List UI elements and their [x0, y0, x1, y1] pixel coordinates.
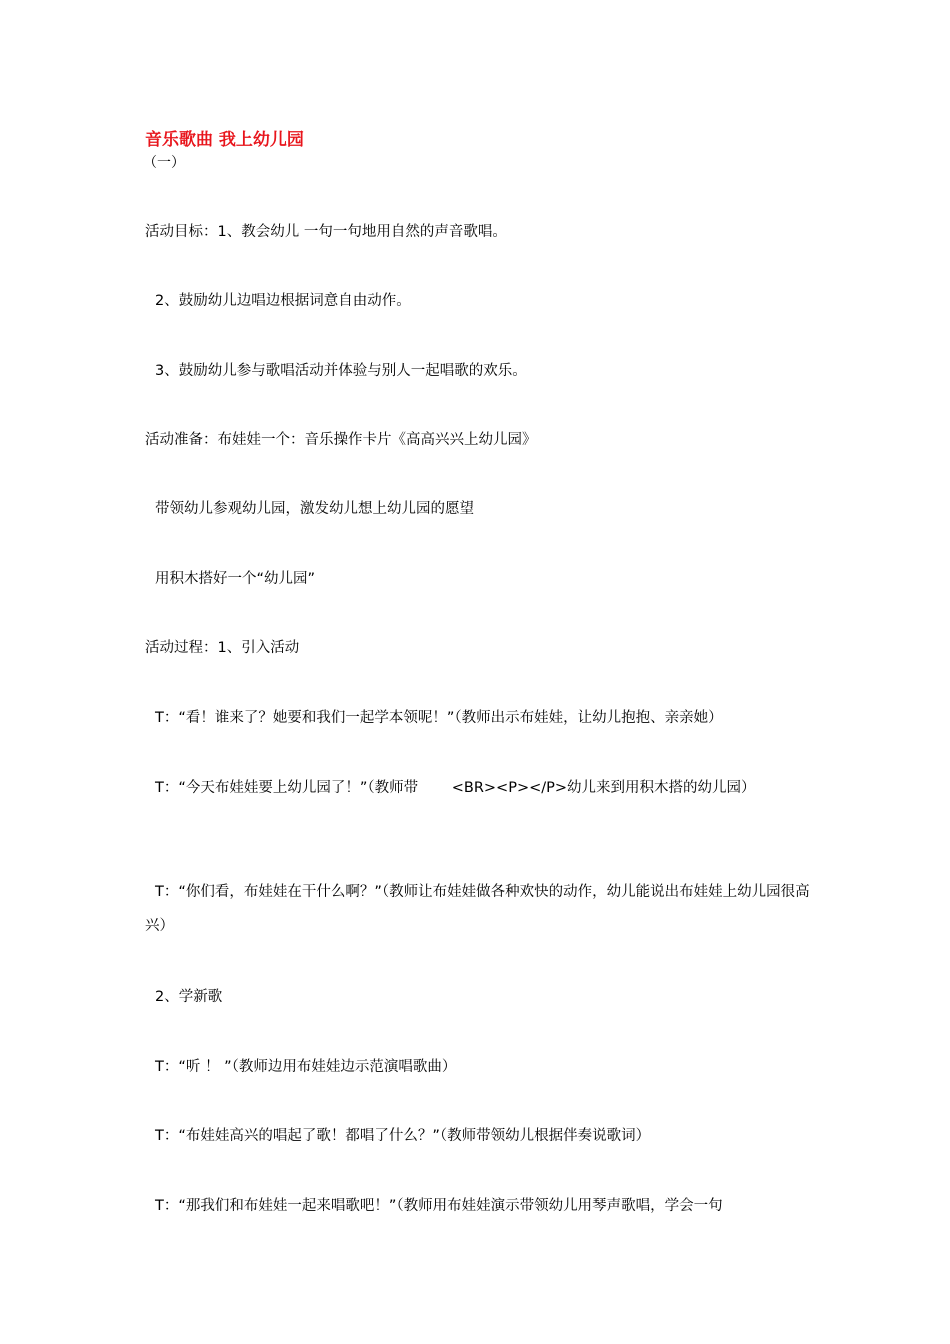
paragraph-dialog-3: T：“你们看，布娃娃在干什么啊？”（教师让布娃娃做各种欢快的动作，幼儿能说出布娃娃上幼儿园很高兴）: [145, 884, 810, 934]
paragraph-dialog-5: T：“布娃娃高兴的唱起了歌！都唱了什么？”（教师带领幼儿根据伴奏说歌词）: [155, 1128, 651, 1144]
paragraph-dialog-4: T：“听 ！ ”（教师边用布娃娃边示范演唱歌曲）: [155, 1059, 457, 1075]
paragraph-process-1: 活动过程：1、引入活动: [145, 640, 300, 656]
paragraph-prep-1: 活动准备：布娃娃一个：音乐操作卡片《高高兴兴上幼儿园》: [145, 432, 537, 448]
paragraph-goal-3: 3、鼓励幼儿参与歌唱活动并体验与别人一起唱歌的欢乐。: [155, 363, 527, 379]
paragraph-prep-2: 带领幼儿参观幼儿园，激发幼儿想上幼儿园的愿望: [155, 501, 474, 517]
paragraph-dialog-1: T：“看！谁来了？她要和我们一起学本领呢！”（教师出示布娃娃，让幼儿抱抱、亲亲她）: [155, 710, 723, 726]
document-subtitle: （一）: [143, 155, 185, 171]
paragraph-goal-1: 活动目标：1、教会幼儿 一句一句地用自然的声音歌唱。: [145, 224, 507, 240]
document-title: 音乐歌曲 我上幼儿园: [145, 130, 304, 150]
paragraph-process-2: 2、学新歌: [155, 989, 223, 1005]
paragraph-dialog-2: T：“今天布娃娃要上幼儿园了！”（教师带 <BR><P></P>幼儿来到用积木搭的幼儿园）: [155, 780, 756, 796]
paragraph-prep-3: 用积木搭好一个“幼儿园”: [155, 571, 316, 587]
paragraph-dialog-6: T：“那我们和布娃娃一起来唱歌吧！”（教师用布娃娃演示带领幼儿用琴声歌唱，学会一句: [155, 1198, 723, 1214]
paragraph-goal-2: 2、鼓励幼儿边唱边根据词意自由动作。: [155, 293, 411, 309]
